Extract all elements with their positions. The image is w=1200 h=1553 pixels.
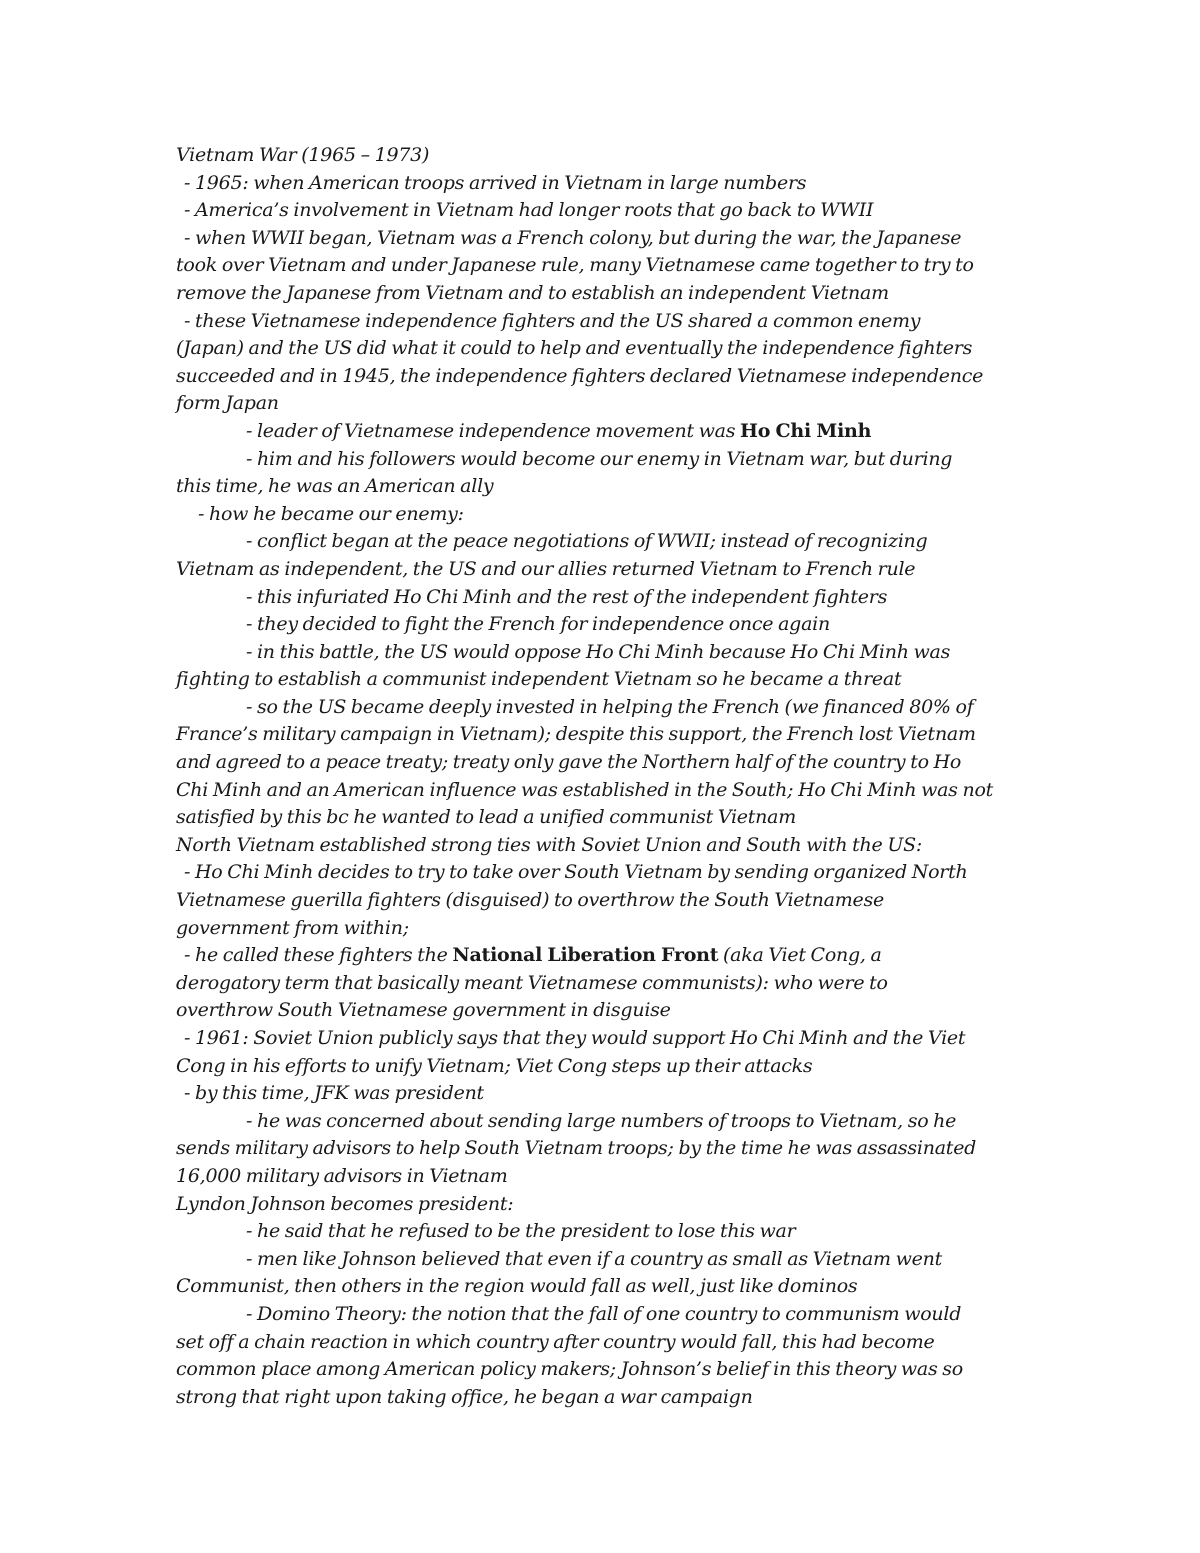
note-text: Chi Minh and an American influence was established in the South; Ho Chi Minh was not [176,778,994,801]
note-text: - 1965: when American troops arrived in Vietnam in large numbers [184,171,807,194]
note-line [176,970,1032,998]
note-line [176,473,1032,501]
note-line [176,1053,1032,1081]
note-text: satisfied by this bc he wanted to lead a unified communist Vietnam [176,806,796,829]
note-text: - these Vietnamese independence fighters and the US shared a common enemy [184,309,921,332]
note-line [176,915,1032,943]
note-line [176,1329,1032,1357]
note-line [176,308,1032,336]
note-text: Lyndon Johnson becomes president: [176,1192,514,1215]
note-line [176,335,1032,363]
note-line [176,942,1032,970]
note-line [176,1356,1032,1384]
note-text: strong that right upon taking office, he began a war campaign [176,1385,753,1408]
note-text: - he called these fighters the [184,944,453,967]
note-text: - they decided to fight the French for independence once again [246,613,830,636]
note-line [176,1108,1032,1136]
note-text: Cong in his efforts to unify Vietnam; Viet Cong steps up their attacks [176,1054,813,1077]
note-line [176,363,1032,391]
note-text: - America’s involvement in Vietnam had longer roots that go back to WWII [184,199,874,222]
note-line [176,887,1032,915]
note-line [176,666,1032,694]
note-text: common place among American policy makers; Johnson’s belief in this theory was so [176,1358,963,1381]
note-text: and agreed to a peace treaty; treaty only gave the Northern half of the country to Ho [176,751,962,774]
note-text: - leader of Vietnamese independence movement was [246,419,741,442]
note-line [176,390,1032,418]
note-line [176,1384,1032,1412]
note-line [176,694,1032,722]
note-line [176,446,1032,474]
bold-term: National Liberation Front [452,944,719,967]
note-line [176,556,1032,584]
note-line [176,225,1032,253]
note-text: - by this time, JFK was president [184,1082,484,1105]
note-text: - so the US became deeply invested in helping the French (we financed 80% of [246,695,974,718]
note-line [176,749,1032,777]
note-line [176,197,1032,225]
note-text: form Japan [176,392,279,415]
note-line [176,1301,1032,1329]
note-text-continued: (aka Viet Cong, a [718,944,882,967]
note-text: - he was concerned about sending large numbers of troops to Vietnam, so he [246,1109,957,1132]
note-line [176,252,1032,280]
note-text: Vietnamese guerilla fighters (disguised) to overthrow the South Vietnamese [176,889,885,912]
note-text: - how he became our enemy: [198,502,464,525]
note-text: set off a chain reaction in which country after country would fall, this had become [176,1330,935,1353]
note-text: - 1961: Soviet Union publicly says that they would support Ho Chi Minh and the Viet [184,1027,966,1049]
note-text: derogatory term that basically meant Vietnamese communists): who were to [176,971,888,994]
note-text: this time, he was an American ally [176,475,494,498]
note-text: Communist, then others in the region would fall as well, just like dominos [176,1275,858,1298]
bold-term: Ho Chi Minh [740,419,872,442]
note-line [176,639,1032,667]
note-text: - conflict began at the peace negotiations of WWII; instead of recognizing [246,530,928,553]
note-text: sends military advisors to help South Vietnam troops; by the time he was assassinated [176,1137,977,1160]
note-text: - Ho Chi Minh decides to try to take over South Vietnam by sending organized North [184,861,968,884]
note-line [176,1025,1032,1053]
note-text: North Vietnam established strong ties with Soviet Union and South with the US: [176,833,923,856]
note-line [176,721,1032,749]
document-body [176,142,1032,1411]
note-line [176,1163,1032,1191]
note-line [176,170,1032,198]
note-line [176,528,1032,556]
note-text: - he said that he refused to be the president to lose this war [246,1220,796,1243]
note-text: - in this battle, the US would oppose Ho Chi Minh because Ho Chi Minh was [246,640,951,663]
note-text: France’s military campaign in Vietnam); despite this support, the French lost Vietnam [176,723,976,746]
note-line [176,1218,1032,1246]
note-line [176,997,1032,1025]
note-text: - Domino Theory: the notion that the fall of one country to communism would [246,1302,962,1325]
note-line [176,1135,1032,1163]
note-text: Vietnam as independent, the US and our allies returned Vietnam to French rule [176,557,916,580]
note-line [176,584,1032,612]
note-text: (Japan) and the US did what it could to help and eventually the independence fighters [176,337,973,360]
document-title: Vietnam War (1965 – 1973) [176,144,430,166]
note-line [176,280,1032,308]
note-text: - men like Johnson believed that even if a country as small as Vietnam went [246,1247,942,1270]
note-line [176,1191,1032,1219]
note-text: government from within; [176,916,409,939]
note-line [176,804,1032,832]
note-line [176,418,1032,446]
note-line [176,611,1032,639]
note-text: - when WWII began, Vietnam was a French colony, but during the war, the Japanese [184,226,962,249]
note-text: succeeded and in 1945, the independence fighters declared Vietnamese independence [176,364,984,387]
note-line [176,1080,1032,1108]
note-text: remove the Japanese from Vietnam and to establish an independent Vietnam [176,281,889,304]
note-line [176,501,1032,529]
note-line [176,777,1032,805]
note-text: - him and his followers would become our enemy in Vietnam war, but during [246,447,953,470]
note-line [176,1273,1032,1301]
note-line [176,859,1032,887]
note-line [176,1246,1032,1274]
note-text: overthrow South Vietnamese government in disguise [176,999,671,1022]
note-text: 16,000 military advisors in Vietnam [176,1164,508,1187]
note-text: - this infuriated Ho Chi Minh and the rest of the independent fighters [246,585,888,608]
note-text: took over Vietnam and under Japanese rule, many Vietnamese came together to try to [176,254,974,277]
note-text: fighting to establish a communist independent Vietnam so he became a threat [176,668,902,691]
note-line [176,832,1032,860]
